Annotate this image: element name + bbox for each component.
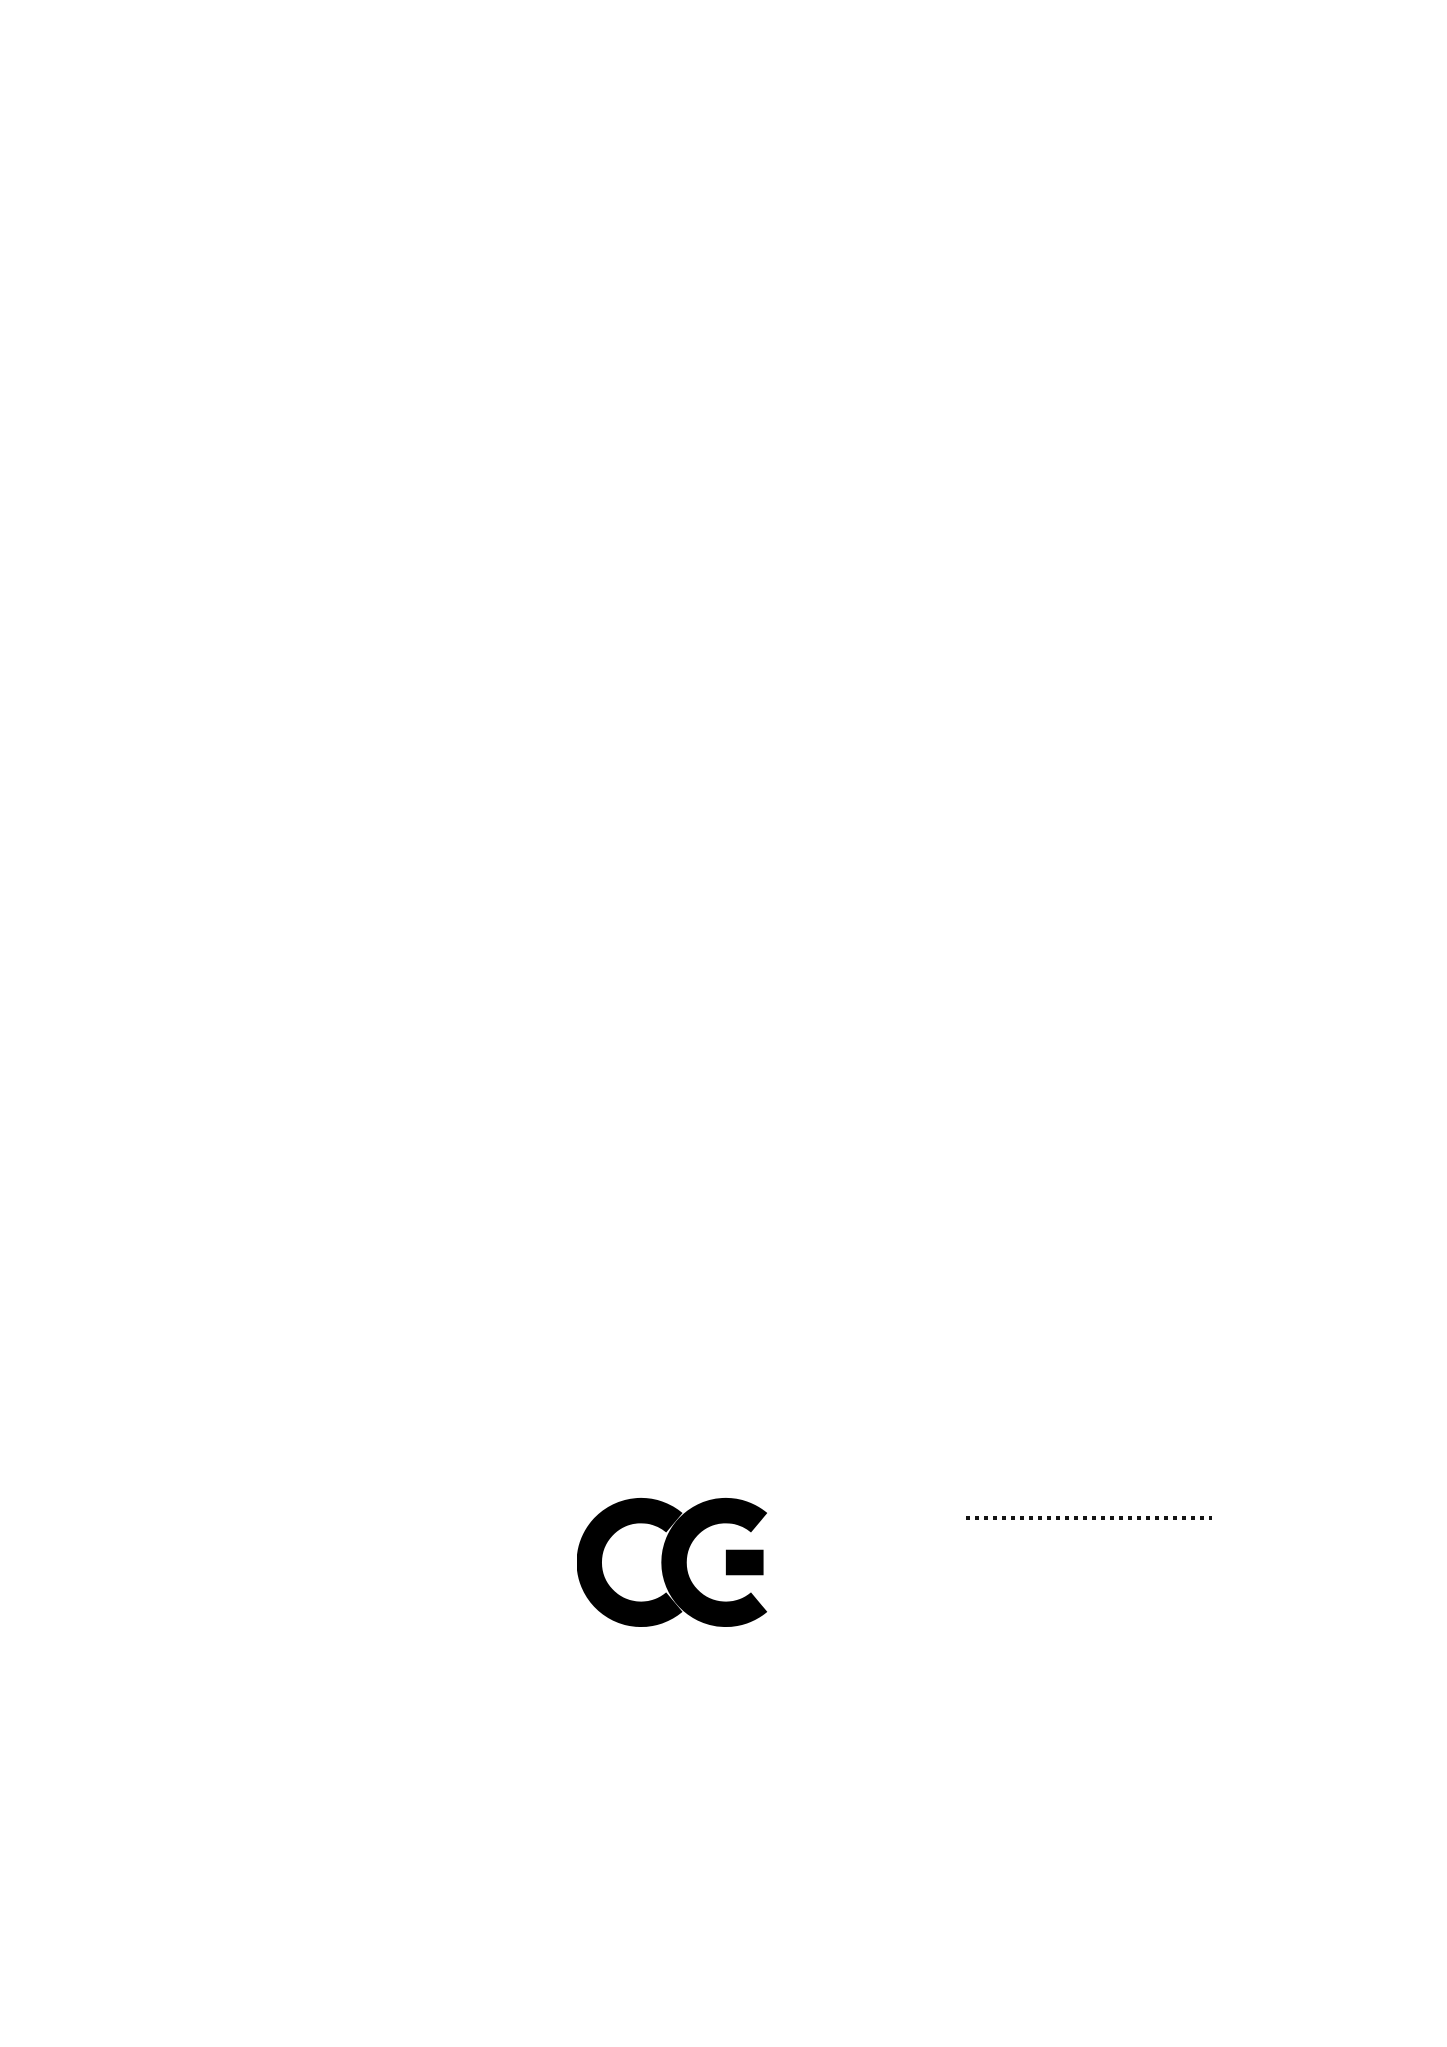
certificate-info-table xyxy=(222,464,1302,570)
ce-mark-icon xyxy=(577,1488,773,1636)
signature-block xyxy=(958,1516,1220,1534)
signature-dotted-line xyxy=(966,1516,1212,1520)
qr-code-icon xyxy=(232,1462,442,1672)
